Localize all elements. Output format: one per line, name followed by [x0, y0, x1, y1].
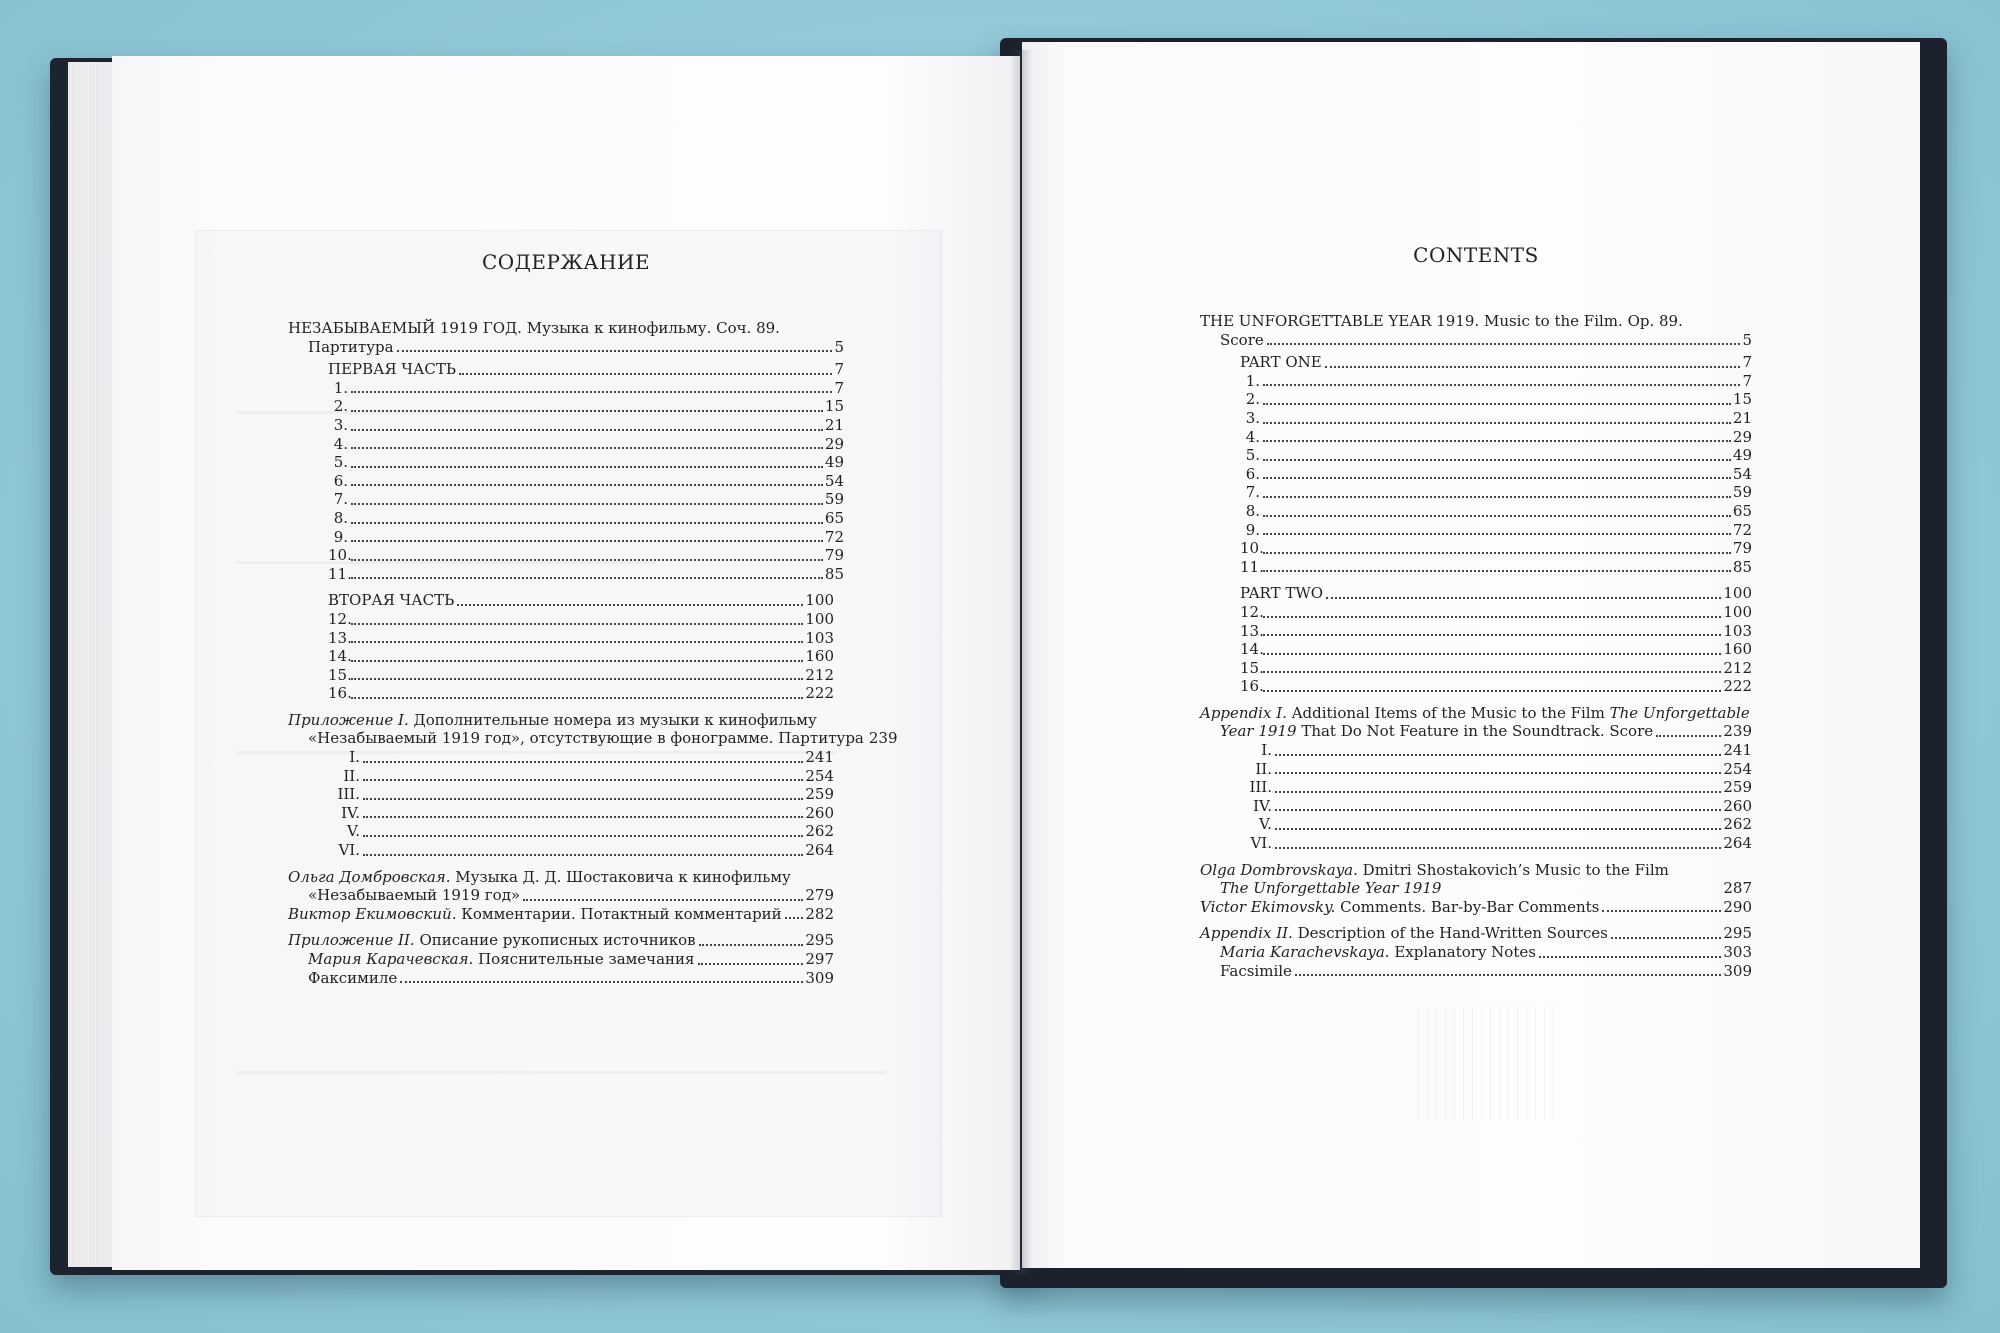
toc-entry-item: 8. 65 [1245, 501, 1752, 520]
toc-entry-item: VI. 264 [1250, 834, 1752, 853]
toc-entry-essay-en: The Unforgettable Year 1919 287 [1220, 879, 1752, 898]
toc-entry-appendix1-en: Year 1919 That Do Not Feature in the Soundtrack. Score 239 [1220, 722, 1752, 741]
toc-entry-item: 15. 212 [328, 665, 834, 684]
toc-entry-item: 10. 79 [328, 546, 844, 565]
essay-line1-en: Olga Dombrovskaya. Dmitri Shostakovich’s Music to the Film [1200, 860, 1669, 879]
toc-entry-item: I. 241 [349, 748, 834, 767]
toc-entry-item: 6. 54 [333, 471, 844, 490]
toc-entry-item: 11. 85 [328, 564, 844, 583]
toc-entry-item: IV. 260 [341, 803, 834, 822]
toc-entry-facsimile-en: Facsimile 309 [1220, 961, 1752, 980]
toc-entry-item: 6. 54 [1245, 464, 1752, 483]
toc-entry-item: 14. 160 [1240, 640, 1752, 659]
toc-entry-item: 1. 7 [333, 378, 844, 397]
toc-english [1200, 243, 1752, 980]
appendix1-list-ru [288, 748, 844, 860]
toc-entry-item: III. 259 [1249, 778, 1752, 797]
toc-entry-item: 15. 212 [1240, 658, 1752, 677]
toc-russian [288, 250, 898, 987]
toc-entry-item: 5. 49 [333, 453, 844, 472]
toc-entry-item: 1. 7 [1245, 371, 1752, 390]
toc-entry-part-one-ru: ПЕРВАЯ ЧАСТЬ 7 [328, 360, 844, 379]
part-two-list-ru [288, 610, 844, 703]
toc-entry-item: 7. 59 [1245, 483, 1752, 502]
toc-entry-facsimile-ru: Факсимиле 309 [308, 968, 834, 987]
work-title-en: THE UNFORGETTABLE YEAR 1919. Music to the Film. Op. 89. [1200, 312, 1683, 330]
toc-entry-item: III. 259 [337, 785, 834, 804]
appendix1-list-en [1200, 741, 1752, 853]
toc-entry-score-en: Score 5 [1220, 330, 1752, 349]
toc-title-ru: СОДЕРЖАНИЕ [481, 250, 651, 274]
toc-entry-essay-ru: «Незабываемый 1919 год» 279 [308, 886, 834, 905]
toc-entry-item: 2. 15 [1245, 390, 1752, 409]
toc-entry-item: V. 262 [347, 822, 834, 841]
book-gutter [1010, 50, 1032, 1275]
toc-entry-appendix2-en: Appendix II. Description of the Hand-Written Sources 295 [1200, 924, 1752, 943]
toc-entry-score-ru: Партитура 5 [308, 337, 844, 356]
toc-entry-part-one-en: PART ONE 7 [1240, 353, 1752, 372]
toc-entry-item: 9. 72 [1245, 520, 1752, 539]
toc-entry-commentary-en: Victor Ekimovsky. Comments. Bar-by-Bar Comments 290 [1200, 897, 1752, 916]
toc-entry-notes-ru: Мария Карачевская. Пояснительные замечания 297 [308, 950, 834, 968]
toc-entry-appendix1-ru: «Незабываемый 1919 год», отсутствующие в фонограмме. Партитура 239 [308, 729, 898, 748]
toc-entry-item: 16. 222 [328, 684, 834, 703]
show-through-right [1418, 1005, 1556, 1120]
appendix1-line1-ru: Приложение I. Дополнительные номера из музыки к кинофильму [288, 710, 817, 729]
toc-entry-item: 3. 21 [333, 415, 844, 434]
toc-entry-item: 4. 29 [1245, 427, 1752, 446]
toc-entry-part-two-en: PART TWO 100 [1240, 584, 1752, 603]
toc-entry-item: 16. 222 [1240, 677, 1752, 696]
toc-entry-item: 9. 72 [333, 527, 844, 546]
toc-entry-item: 12. 100 [328, 609, 834, 628]
toc-entry-item: 2. 15 [333, 397, 844, 416]
part-one-list-en [1200, 372, 1752, 577]
toc-entry-item: 14. 160 [328, 647, 834, 666]
essay-line1-ru: Ольга Домбровская. Музыка Д. Д. Шостаковича к кинофильму [288, 867, 791, 886]
toc-entry-item: I. 241 [1261, 741, 1752, 760]
toc-title-en: CONTENTS [1413, 243, 1539, 267]
part-two-list-en [1200, 603, 1752, 696]
toc-entry-item: 13. 103 [1240, 621, 1752, 640]
toc-entry-item: VI. 264 [338, 841, 834, 860]
toc-entry-notes-en: Maria Karachevskaya. Explanatory Notes 303 [1220, 943, 1752, 961]
toc-entry-appendix2-ru: Приложение II. Описание рукописных источников 295 [288, 931, 834, 950]
toc-entry-item: II. 254 [343, 766, 834, 785]
toc-entry-commentary-ru: Виктор Екимовский. Комментарии. Потактный комментарий 282 [288, 904, 834, 923]
toc-entry-item: 11. 85 [1240, 557, 1752, 576]
toc-entry-item: 8. 65 [333, 508, 844, 527]
toc-entry-item: 12. 100 [1240, 602, 1752, 621]
toc-entry-item: 3. 21 [1245, 408, 1752, 427]
toc-entry-item: 7. 59 [333, 490, 844, 509]
toc-entry-item: 10. 79 [1240, 539, 1752, 558]
toc-entry-item: II. 254 [1255, 759, 1752, 778]
appendix1-line1-en: Appendix I. Additional Items of the Music to the Film The Unforgettable [1200, 703, 1750, 722]
toc-entry-item: 13. 103 [328, 628, 834, 647]
toc-entry-item: IV. 260 [1253, 796, 1752, 815]
part-one-list-ru [288, 379, 844, 584]
toc-entry-item: 5. 49 [1245, 446, 1752, 465]
work-title-ru: НЕЗАБЫВАЕМЫЙ 1919 ГОД. Музыка к кинофильму. Соч. 89. [288, 319, 780, 337]
toc-entry-item: V. 262 [1259, 815, 1752, 834]
toc-entry-part-two-ru: ВТОРАЯ ЧАСТЬ 100 [328, 591, 834, 610]
toc-entry-item: 4. 29 [333, 434, 844, 453]
